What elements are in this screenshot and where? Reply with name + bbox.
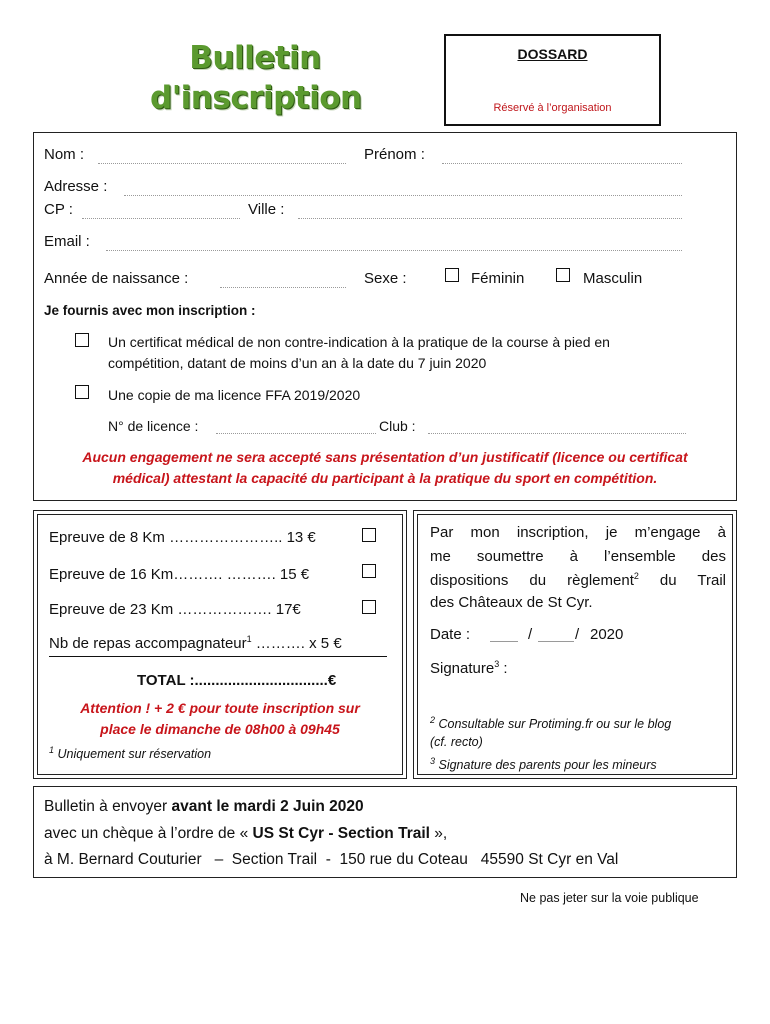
signature-label (430, 659, 508, 677)
date-sep2: / (575, 626, 580, 643)
dossard-label: DOSSARD (517, 46, 588, 62)
parents-footnote-text: Signature des parents pour les mineurs (435, 758, 657, 773)
envoi-beneficiary: US St Cyr - Section Trail (252, 825, 430, 842)
parents-footnote-num: 3 (430, 756, 436, 766)
repas-label (49, 634, 342, 652)
ville-field[interactable] (298, 218, 682, 219)
dossard-note: Réservé à l’organisation (493, 102, 612, 114)
repas-divider (49, 656, 387, 657)
attention-note-line2: place le dimanche de 08h00 à 09h45 (100, 721, 340, 737)
date-day-field[interactable] (490, 641, 518, 642)
footer-note: Ne pas jeter sur la voie publique (520, 891, 699, 905)
total-label: TOTAL :................................€ (137, 672, 337, 689)
reglement-footnote-num: 2 (430, 715, 436, 725)
email-field[interactable] (106, 250, 682, 251)
masculin-checkbox[interactable] (556, 268, 570, 282)
club-field[interactable] (428, 433, 686, 434)
nom-label: Nom : (44, 146, 85, 163)
adresse-label: Adresse : (44, 178, 108, 195)
signature-text: Signature (430, 660, 495, 677)
certificat-text-line1: Un certificat médical de non contre-indication à la pratique de la course à pied en (108, 334, 610, 350)
envoi-line1 (44, 798, 364, 816)
engagement-line1: Par mon inscription, je m’engage à (430, 524, 726, 541)
annee-label: Année de naissance : (44, 270, 189, 287)
reglement-footnote-line1 (430, 715, 671, 731)
reglement-footnote-line2: (cf. recto) (430, 735, 483, 749)
repas-footnote-ref: 1 (246, 634, 252, 644)
cp-field[interactable] (82, 218, 240, 219)
parents-footnote (430, 756, 657, 772)
adresse-field[interactable] (124, 195, 682, 196)
reglement-footnote-ref: 2 (633, 571, 639, 581)
date-label: Date : (430, 626, 471, 643)
epreuve-23km-label: Epreuve de 23 Km ………………. 17€ (49, 601, 301, 618)
repas-text: Nb de repas accompagnateur (49, 635, 247, 652)
signature-footnote-ref: 3 (494, 659, 500, 669)
epreuve-23km-checkbox[interactable] (362, 600, 376, 614)
envoi-line1-text: Bulletin à envoyer (44, 798, 172, 815)
prenom-field[interactable] (442, 163, 682, 164)
feminin-checkbox[interactable] (445, 268, 459, 282)
date-sep1: / (528, 626, 533, 643)
licence-checkbox[interactable] (75, 385, 89, 399)
signature-field[interactable] (430, 680, 720, 710)
engagement-line4: des Châteaux de St Cyr. (430, 594, 593, 611)
dossard-box (444, 34, 661, 126)
epreuve-8km-checkbox[interactable] (362, 528, 376, 542)
envoi-deadline: avant le mardi 2 Juin 2020 (171, 798, 364, 815)
email-label: Email : (44, 233, 90, 250)
sexe-label: Sexe : (364, 270, 407, 287)
engagement-line3-text: dispositions du règlement (430, 572, 634, 589)
epreuve-16km-label: Epreuve de 16 Km………. ………. 15 € (49, 566, 310, 583)
signature-colon: : (499, 660, 508, 677)
envoi-address: à M. Bernard Couturier – Section Trail - 150 rue du Coteau 45590 St Cyr en Val (44, 851, 619, 868)
licence-text: Une copie de ma licence FFA 2019/2020 (108, 387, 361, 403)
envoi-line2-end: », (429, 825, 448, 842)
justificatif-warning-line1: Aucun engagement ne sera accepté sans présentation d’un justificatif (licence ou certificat (82, 449, 688, 465)
num-licence-field[interactable] (216, 433, 376, 434)
engagement-line3-end: du Trail (638, 572, 726, 589)
nom-field[interactable] (98, 163, 346, 164)
form-title-line1: Bulletin (189, 40, 321, 76)
masculin-label: Masculin (583, 270, 643, 287)
repas-footnote-num: 1 (49, 745, 55, 755)
date-month-field[interactable] (538, 641, 574, 642)
attention-note-line1: Attention ! + 2 € pour toute inscription sur (80, 700, 360, 716)
ville-label: Ville : (248, 201, 285, 218)
documents-heading: Je fournis avec mon inscription : (44, 303, 256, 318)
form-title-line2: d'inscription (150, 80, 362, 116)
engagement-line3 (430, 571, 726, 589)
num-licence-label: N° de licence : (108, 418, 199, 434)
cp-label: CP : (44, 201, 73, 218)
repas-price: ………. x 5 € (251, 635, 342, 652)
justificatif-warning-line2: médical) attestant la capacité du participant à la pratique du sport en compétition. (112, 470, 658, 486)
prenom-label: Prénom : (364, 146, 425, 163)
envoi-line2-text: avec un chèque à l’ordre de « (44, 825, 253, 842)
reglement-footnote-text: Consultable sur Protiming.fr ou sur le blog (435, 717, 672, 732)
repas-footnote (49, 745, 211, 761)
feminin-label: Féminin (471, 270, 525, 287)
epreuve-8km-label: Epreuve de 8 Km ………………….. 13 € (49, 529, 316, 546)
epreuve-16km-checkbox[interactable] (362, 564, 376, 578)
engagement-line2: me soumettre à l’ensemble des (430, 548, 726, 565)
club-label: Club : (379, 418, 416, 434)
repas-footnote-text: Uniquement sur réservation (54, 747, 212, 762)
certificat-checkbox[interactable] (75, 333, 89, 347)
certificat-text-line2: compétition, datant de moins d’un an à la date du 7 juin 2020 (108, 355, 487, 371)
annee-field[interactable] (220, 287, 346, 288)
envoi-line2 (44, 825, 447, 843)
date-year: 2020 (590, 626, 624, 643)
